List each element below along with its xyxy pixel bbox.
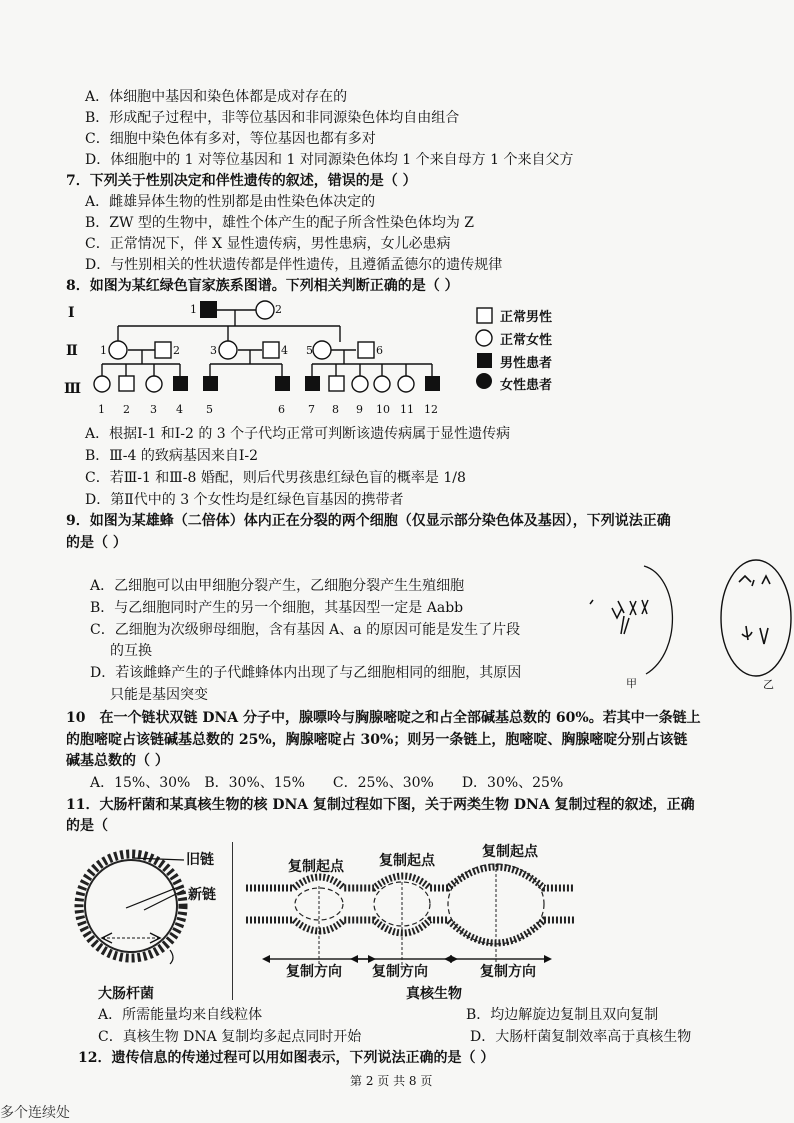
gen3-number: 3 (150, 403, 157, 416)
cell-yi-outline (721, 560, 791, 676)
page-footer: 第 2 页 共 8 页 (350, 1074, 433, 1088)
q11-stem-line2: 的是（ (66, 818, 108, 834)
gen3-number: 8 (332, 403, 339, 416)
generation-label-2: Ⅱ (66, 343, 78, 359)
legend-affected-female: 女性患者 (500, 378, 553, 393)
origin-label-2: 复制起点 (379, 853, 435, 869)
new-strand-label: 新链 (188, 887, 216, 903)
generation-label-1: Ⅰ (68, 305, 75, 321)
cell-yi-chromosomes (739, 576, 770, 644)
pedigree-diagram (60, 296, 480, 418)
q9-stem-line1: 9．如图为某雄蜂（二倍体）体内正在分裂的两个细胞（仅显示部分染色体及基因），下列说法正确 (66, 513, 671, 529)
legend-normal-male-icon (477, 308, 492, 323)
gen2-number: 6 (376, 344, 383, 357)
gen2-number: 4 (281, 344, 288, 357)
q10-stem-line2: 的胞嘧啶占该链碱基总数的 25%，胸腺嘧啶占 30%；则另一条链上，胞嘧啶、胸腺嘧啶分别占该链 (66, 732, 688, 748)
q7-option-b: B．ZW 型的生物中，雄性个体产生的配子所含性染色体均为 Z (85, 215, 475, 231)
q7-option-d: D．与性别相关的性状遗传都是伴性遗传，且遵循孟德尔的遗传规律 (85, 257, 503, 273)
q8-option-b: B．Ⅲ-4 的致病基因来自Ⅰ-2 (85, 448, 259, 464)
q7-option-c: C．正常情况下，伴 X 显性遗传病，男性患病，女儿必患病 (85, 236, 451, 252)
origin-label-1: 复制起点 (288, 859, 344, 875)
q11-stem-line1: 11．大肠杆菌和某真核生物的核 DNA 复制过程如下图，关于两类生物 DNA 复制过程的叙述，正确 (66, 797, 695, 813)
legend-affected-female-icon (476, 373, 492, 389)
legend-normal-female: 正常女性 (500, 333, 553, 348)
gen3-number: 5 (206, 403, 213, 416)
gen3-number: 11 (400, 403, 414, 416)
gen3-number: 9 (356, 403, 363, 416)
cell-jia-chromosomes (590, 600, 648, 634)
cell-jia-outline (644, 566, 672, 674)
q10-options: A．15%、30% B．30%、15% C．25%、30% D．30%、25% (90, 775, 564, 791)
q9-option-b: B．与乙细胞同时产生的另一个细胞，其基因型一定是 Aabb (90, 600, 464, 616)
pedigree-legend-symbols (474, 305, 496, 391)
q9-option-a: A．乙细胞可以由甲细胞分裂产生，乙细胞分裂产生生殖细胞 (90, 578, 465, 594)
q10-stem-line3: 碱基总数的（ ） (66, 753, 169, 769)
q11-option-c: C．真核生物 DNA 复制均多起点同时开始 (98, 1029, 362, 1045)
q6-option-c: C．细胞中染色体有多对，等位基因也都有多对 (85, 131, 376, 147)
gen3-number: 1 (98, 403, 105, 416)
gen2-number: 5 (306, 344, 313, 357)
q6-option-b: B．形成配子过程中，非等位基因和非同源染色体均自由组合 (85, 110, 460, 126)
gen1-number: 1 (190, 303, 197, 316)
old-strand-label: 旧链 (186, 852, 214, 868)
q7-option-a: A．雌雄异体生物的性别都是由性染色体决定的 (85, 194, 376, 210)
pedigree-gen1-male-affected (200, 301, 217, 318)
pedigree-gen1-female (256, 301, 274, 319)
legend-affected-male: 男性患者 (500, 356, 553, 371)
q8-option-a: A．根据Ⅰ-1 和Ⅰ-2 的 3 个子代均正常可判断该遗传病属于显性遗传病 (85, 426, 511, 442)
gen1-number: 2 (275, 303, 282, 316)
origin-label-3: 复制起点 (482, 844, 538, 860)
direction-label-3: 复制方向 (480, 964, 536, 980)
q7-stem: 7．下列关于性别决定和伴性遗传的叙述，错误的是（ ） (66, 173, 417, 189)
generation-label-3: Ⅲ (64, 381, 82, 397)
q9-option-c: C．乙细胞为次级卵母细胞，含有基因 A、a 的原因可能是发生了片段 (90, 622, 521, 638)
q9-option-c-cont: 的互换 (110, 643, 152, 659)
q6-option-d: D．体细胞中的 1 对等位基因和 1 对同源染色体均 1 个来自母方 1 个来自父方 (85, 152, 574, 168)
cell-yi-label: 乙 (763, 678, 774, 691)
q9-option-d-cont: 只能是基因突变 (110, 687, 208, 703)
q8-option-c: C．若Ⅲ-1 和Ⅲ-8 婚配，则后代男孩患红绿色盲的概率是 1/8 (85, 470, 466, 486)
gen3-number: 7 (308, 403, 315, 416)
cell-jia-label: 甲 (626, 677, 637, 690)
legend-normal-female-icon (476, 330, 492, 346)
q11-option-b: B．均边解旋边复制且双向复制 (466, 1007, 659, 1023)
ecoli-label: 大肠杆菌 (98, 986, 154, 1002)
q12-stem: 12．遗传信息的传递过程可以用如图表示，下列说法正确的是（ ） (78, 1050, 495, 1066)
gen3-number: 6 (278, 403, 285, 416)
direction-label-1: 复制方向 (286, 964, 342, 980)
gen3-number: 10 (376, 403, 390, 416)
q9-option-d: D．若该雌蜂产生的子代雌蜂体内出现了与乙细胞相同的细胞，其原因 (90, 665, 522, 681)
eukaryote-label: 真核生物 (406, 986, 462, 1002)
gen2-number: 3 (210, 344, 217, 357)
q6-option-a: A．体细胞中基因和染色体都是成对存在的 (85, 89, 348, 105)
gen3-number: 4 (176, 403, 183, 416)
q10-stem-line1: 10 在一个链状双链 DNA 分子中，腺嘌呤与胸腺嘧啶之和占全部碱基总数的 60%。若其中一条链上 (66, 710, 701, 726)
q8-stem: 8．如图为某红绿色盲家族系图谱。下列相关判断正确的是（ ） (66, 278, 459, 294)
direction-label-2: 复制方向 (372, 964, 428, 980)
gen2-number: 1 (100, 344, 107, 357)
bottom-fragment: 多个连续处 (0, 1105, 70, 1121)
gen3-number: 2 (123, 403, 130, 416)
gen2-number: 2 (173, 344, 180, 357)
diagram-divider (232, 842, 233, 1000)
cell-division-figure (584, 556, 794, 686)
q9-stem-line2: 的是（ ） (66, 535, 127, 551)
q8-option-d: D．第Ⅱ代中的 3 个女性均是红绿色盲基因的携带者 (85, 492, 404, 508)
gen3-number: 12 (424, 403, 438, 416)
q11-option-a: A．所需能量均来自线粒体 (98, 1007, 263, 1023)
q11-option-d: D．大肠杆菌复制效率高于真核生物 (470, 1029, 692, 1045)
legend-affected-male-icon (477, 353, 492, 368)
legend-normal-male: 正常男性 (500, 310, 553, 325)
